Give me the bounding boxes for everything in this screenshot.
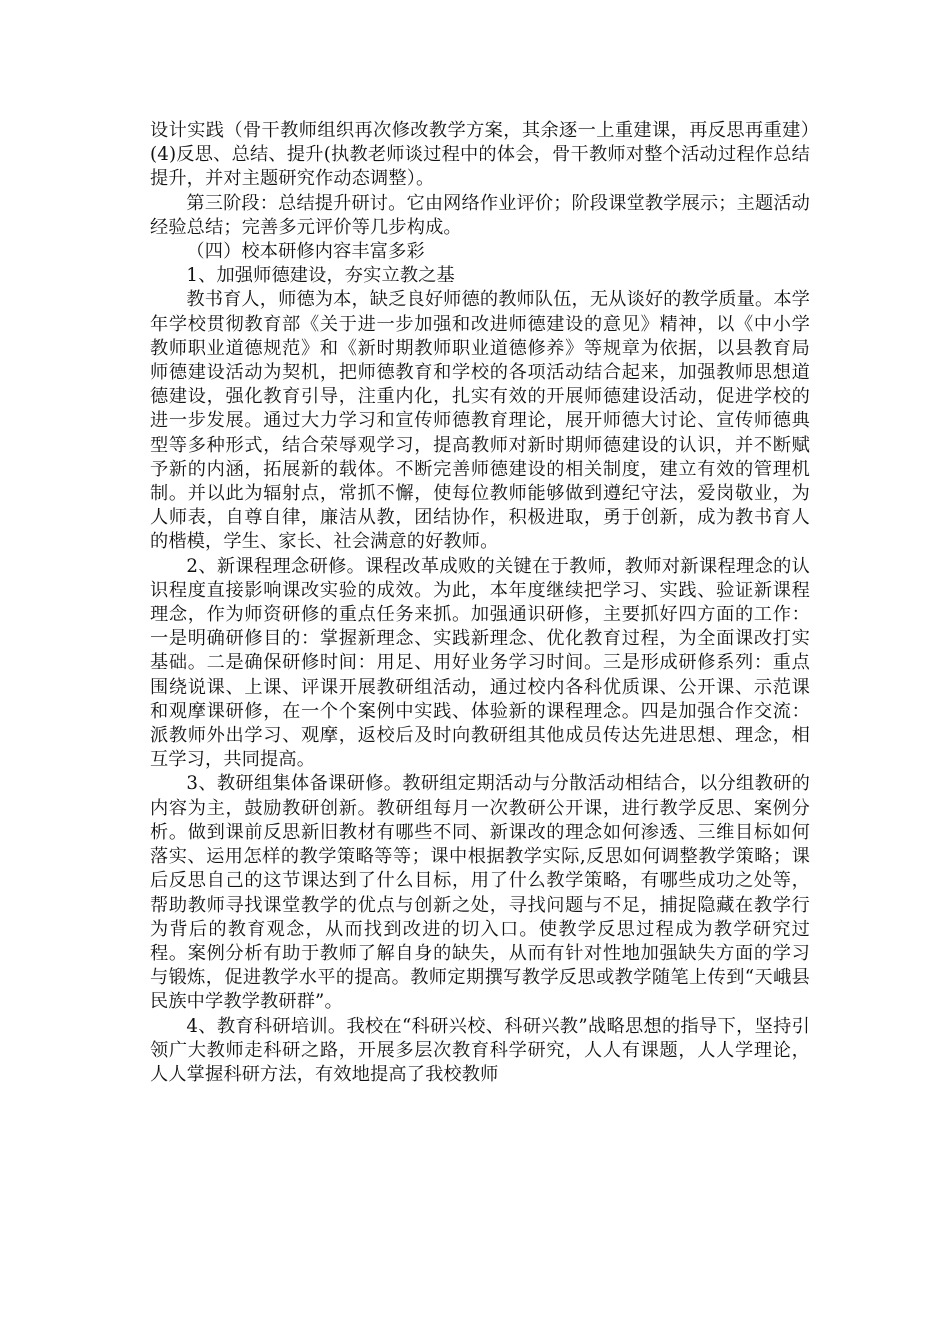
paragraph-research-training: 4、教育科研培训。我校在“科研兴校、科研兴教”战略思想的指导下，坚持引领广大教师走科研之路，开展多层次教育科学研究，人人有课题，人人学理论，人人掌握科研方法，有效地提高了我校教师 xyxy=(150,1015,810,1085)
document-body xyxy=(150,119,810,1087)
subheading-teacher-ethics: 1、加强师德建设，夯实立教之基 xyxy=(186,265,455,287)
paragraph-third-stage: 第三阶段：总结提升研讨。它由网络作业评价；阶段课堂教学展示；主题活动经验总结；完善多元评价等几步构成。 xyxy=(150,192,810,238)
section-heading-rich-content: （四）校本研修内容丰富多彩 xyxy=(186,241,425,263)
paragraph-design-practice: 设计实践（骨干教师组织再次修改教学方案，其余逐一上重建课，再反思再重建）(4)反思、总结、提升(执教老师谈过程中的体会，骨干教师对整个活动过程作总结提升，并对主题研究作动态调整）。 xyxy=(150,120,810,190)
paragraph-teacher-ethics: 教书育人，师德为本，缺乏良好师德的教师队伍，无从谈好的教学质量。本学年学校贯彻教育部《关于进一步加强和改进师德建设的意见》精神，以《中小学教师职业道德规范》和《新时期教师职业道德修养》等规章为依据，以县教育局师德建设活动为契机，把师德教育和学校的各项活动结合起来，加强教师思想道德建设，强化教育引导，注重内化，扎实有效的开展师德建设活动，促进学校的进一步发展。通过大力学习和宣传师德教育理论，展开师德大讨论、宣传师德典型等多种形式，结合荣辱观学习，提高教师对新时期师德建设的认识，并不断赋予新的内涵，拓展新的载体。不断完善师德建设的相关制度，建立有效的管理机制。并以此为辐射点，常抓不懈，使每位教师能够做到遵纪守法，爱岗敬业，为人师表，自尊自律，廉洁从教，团结协作，积极进取，勇于创新，成为教书育人的楷模，学生、家长、社会满意的好教师。 xyxy=(150,289,810,553)
paragraph-lesson-preparation: 3、教研组集体备课研修。教研组定期活动与分散活动相结合，以分组教研的内容为主，鼓励教研创新。教研组每月一次教研公开课，进行教学反思、案例分析。做到课前反思新旧教材有哪些不同、新课改的理念如何渗透、三维目标如何落实、运用怎样的教学策略等等；课中根据教学实际,反思如何调整教学策略；课后反思自己的这节课达到了什么目标，用了什么教学策略，有哪些成功之处等，帮助教师寻找课堂教学的优点与创新之处，寻找问题与不足，捕捉隐藏在教学行为背后的教育观念，从而找到改进的切入口。使教学反思过程成为教学研究过程。案例分析有助于教师了解自身的缺失，从而有针对性地加强缺失方面的学习与锻炼，促进教学水平的提高。教师定期撰写教学反思或教学随笔上传到“天峨县民族中学教学教研群”。 xyxy=(150,773,810,1013)
paragraph-new-curriculum: 2、新课程理念研修。课程改革成败的关键在于教师，教师对新课程理念的认识程度直接影响课改实验的成效。为此，本年度继续把学习、实践、验证新课程理念，作为师资研修的重点任务来抓。加强通识研修，主要抓好四方面的工作：一是明确研修目的：掌握新理念、实践新理念、优化教育过程，为全面课改打实基础。二是确保研修时间：用足、用好业务学习时间。三是形成研修系列：重点围绕说课、上课、评课开展教研组活动，通过校内各科优质课、公开课、示范课和观摩课研修，在一个个案例中实践、体验新的课程理念。四是加强合作交流：派教师外出学习、观摩，返校后及时向教研组其他成员传达先进思想、理念，相互学习，共同提高。 xyxy=(150,555,810,771)
